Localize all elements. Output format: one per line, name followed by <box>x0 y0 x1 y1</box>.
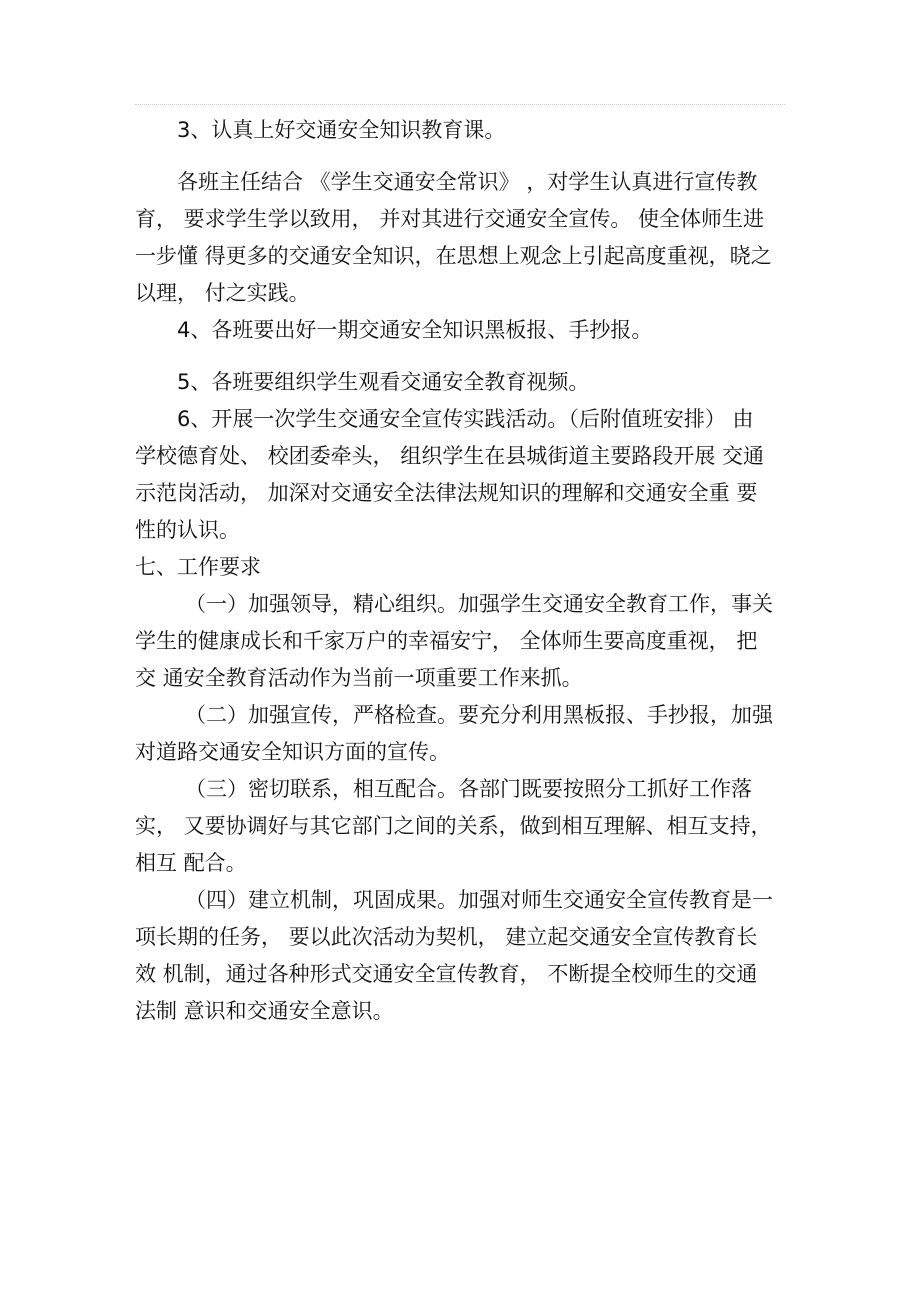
paragraph-item-3 <box>135 112 783 149</box>
paragraph-line: 对道路交通安全知识方面的宣传。 <box>135 740 450 764</box>
paragraph-line: 性的认识。 <box>135 518 240 542</box>
paragraph-line: 学校德育处、 校团委牵头， 组织学生在县城街道主要路段开展 交通 <box>135 444 765 468</box>
paragraph-line: 4、各班要出好一期交通安全知识黑板报、手抄报。 <box>177 318 653 342</box>
paragraph-item-5 <box>135 364 783 401</box>
paragraph-line: 示范岗活动， 加深对交通安全法律法规知识的理解和交通安全重 要 <box>135 481 758 505</box>
paragraph-requirement-3 <box>135 771 783 882</box>
paragraph-line: 6、开展一次学生交通安全宣传实践活动。（后附值班安排） 由 <box>177 407 754 431</box>
paragraph-line: 各班主任结合 《学生交通安全常识》 ，对学生认真进行宣传教 <box>177 170 758 194</box>
paragraph-line: 一步懂 得更多的交通安全知识，在思想上观念上引起高度重视，晓之 <box>135 244 772 268</box>
paragraph-line: 项长期的任务， 要以此次活动为契机， 建立起交通安全宣传教育长 <box>135 925 758 949</box>
paragraph-line: （四）建立机制，巩固成果。加强对师生交通安全宣传教育是一 <box>185 888 773 912</box>
section-heading: 七、工作要求 <box>135 555 261 579</box>
paragraph-line: 学生的健康成长和千家万户的幸福安宁， 全体师生要高度重视， 把 <box>135 629 758 653</box>
paragraph-requirement-2 <box>135 697 783 771</box>
paragraph-line: （二）加强宣传，严格检查。要充分利用黑板报、手抄报，加强 <box>185 703 773 727</box>
paragraph-item-4 <box>135 312 783 349</box>
paragraph-requirement-4 <box>135 882 783 1030</box>
paragraph-line: 3、认真上好交通安全知识教育课。 <box>177 118 506 142</box>
paragraph-line: （一）加强领导，精心组织。加强学生交通安全教育工作，事关 <box>185 592 773 616</box>
paragraph-line: 法制 意识和交通安全意识。 <box>135 999 394 1023</box>
paragraph-requirement-1 <box>135 586 783 697</box>
paragraph-line: 育， 要求学生学以致用， 并对其进行交通安全宣传。 使全体师生进 <box>135 207 765 231</box>
paragraph-line: （三）密切联系，相互配合。各部门既要按照分工抓好工作落 <box>185 777 752 801</box>
paragraph-line: 相互 配合。 <box>135 851 247 875</box>
paragraph-line: 效 机制，通过各种形式交通安全宣传教育， 不断提全校师生的交通 <box>135 962 758 986</box>
paragraph-line: 实， 又要协调好与其它部门之间的关系，做到相互理解、相互支持， <box>135 814 772 838</box>
paragraph-item-6 <box>135 401 783 549</box>
section-heading-work-requirements <box>135 549 783 586</box>
paragraph-line: 5、各班要组织学生观看交通安全教育视频。 <box>177 370 590 394</box>
paragraph-class-teachers <box>135 164 783 312</box>
header-divider <box>135 104 785 105</box>
paragraph-line: 交 通安全教育活动作为当前一项重要工作来抓。 <box>135 666 583 690</box>
paragraph-line: 以理， 付之实践。 <box>135 281 310 305</box>
